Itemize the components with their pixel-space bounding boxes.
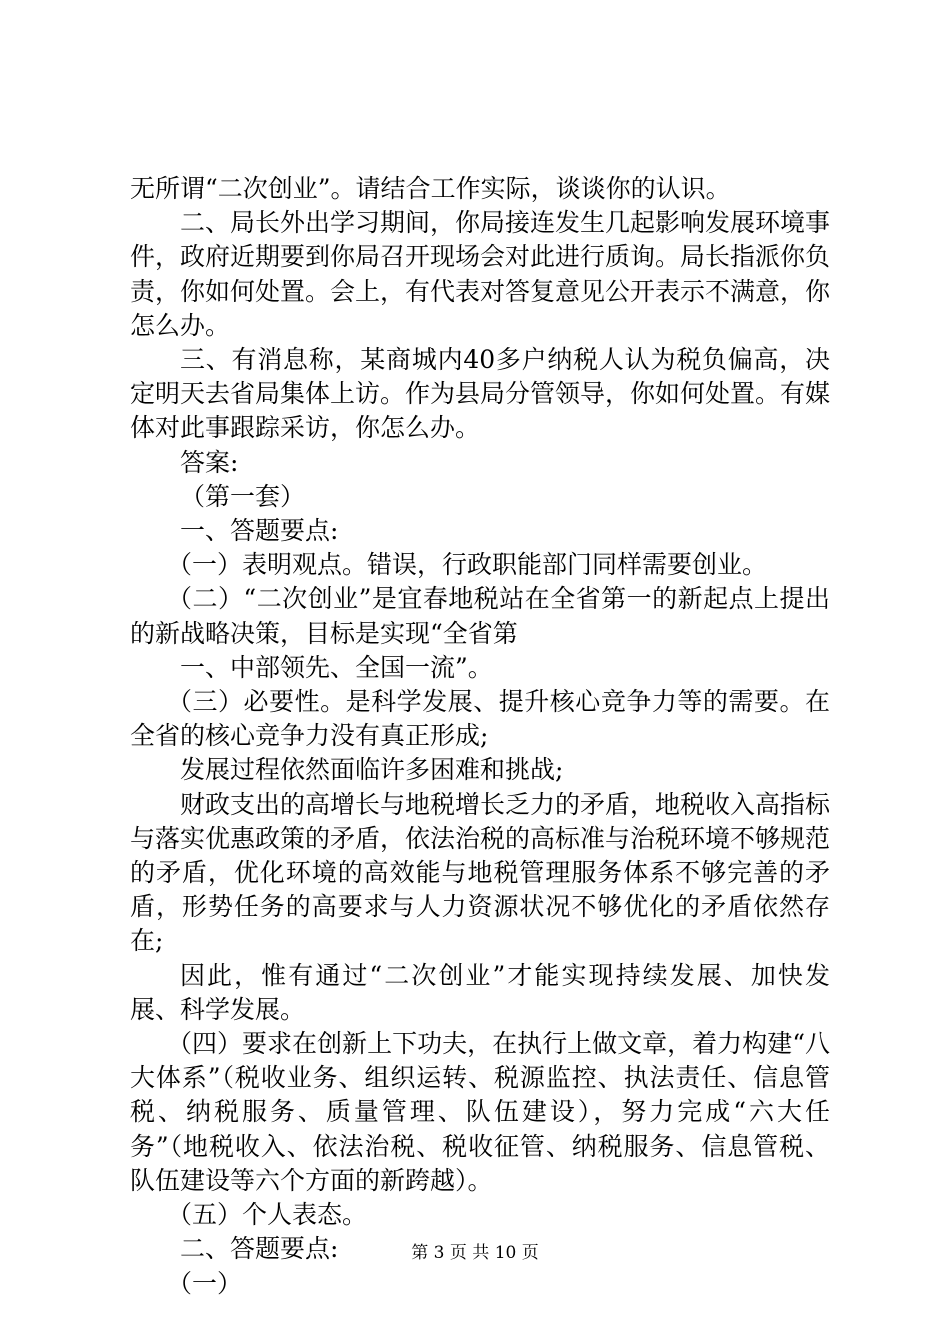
set-one-heading: （第一套） [180, 481, 306, 511]
point-five: （五）个人表态。 [167, 1200, 368, 1230]
page-number-footer: 第 3 页 共 10 页 [411, 1243, 539, 1263]
point-two-continuation: 一、中部领先、全国一流”。 [180, 652, 493, 682]
point-one: （一）表明观点。错误，行政职能部门同样需要创业。 [167, 550, 768, 580]
point-three-contradictions: 财政支出的高增长与地税增长乏力的矛盾，地税收入高指标与落实优惠政策的矛盾，依法治税的高标准与治税环境不够规范的矛盾，优化环境的高效能与地税管理服务体系不够完善的矛盾，形势任务的高要求与人力资源状况不够优化的矛盾依然存在; [130, 789, 831, 956]
point-three: （三）必要性。是科学发展、提升核心竞争力等的需要。在全省的核心竞争力没有真正形成; [130, 687, 830, 751]
section-two-point-one: （一） [167, 1268, 243, 1298]
answer-heading: 答案: [180, 447, 239, 477]
section-one-heading: 一、答题要点: [180, 516, 339, 546]
point-four: （四）要求在创新上下功夫，在执行上做文章，着力构建“八大体系”（税收业务、组织运转、税源监控、执法责任、信息管税、纳税服务、质量管理、队伍建设），努力完成“六大任务”（地税收入、依法治税、税收征管、纳税服务、信息管税、队伍建设等六个方面的新跨越）。 [130, 1029, 830, 1195]
point-three-challenges: 发展过程依然面临许多困难和挑战; [180, 755, 564, 785]
question-two: 二、局长外出学习期间，你局接连发生几起影响发展环境事件，政府近期要到你局召开现场会对此进行质询。局长指派你负责，你如何处置。会上，有代表对答复意见公开表示不满意，你怎么办。 [130, 208, 831, 340]
section-two-heading: 二、答题要点: [180, 1234, 339, 1264]
question-three: 三、有消息称，某商城内40多户纳税人认为税负偏高，决定明天去省局集体上访。作为县局分管领导，你如何处置。有媒体对此事跟踪采访，你怎么办。 [130, 345, 831, 443]
paragraph-continuation: 无所谓“二次创业”。请结合工作实际，谈谈你的认识。 [130, 174, 731, 203]
document-body [130, 172, 830, 1301]
point-two: （二）“二次创业”是宜春地税站在全省第一的新起点上提出的新战略决策，目标是实现“全省第 [130, 584, 830, 648]
point-three-conclusion: 因此，惟有通过“二次创业”才能实现持续发展、加快发展、科学发展。 [130, 960, 830, 1024]
